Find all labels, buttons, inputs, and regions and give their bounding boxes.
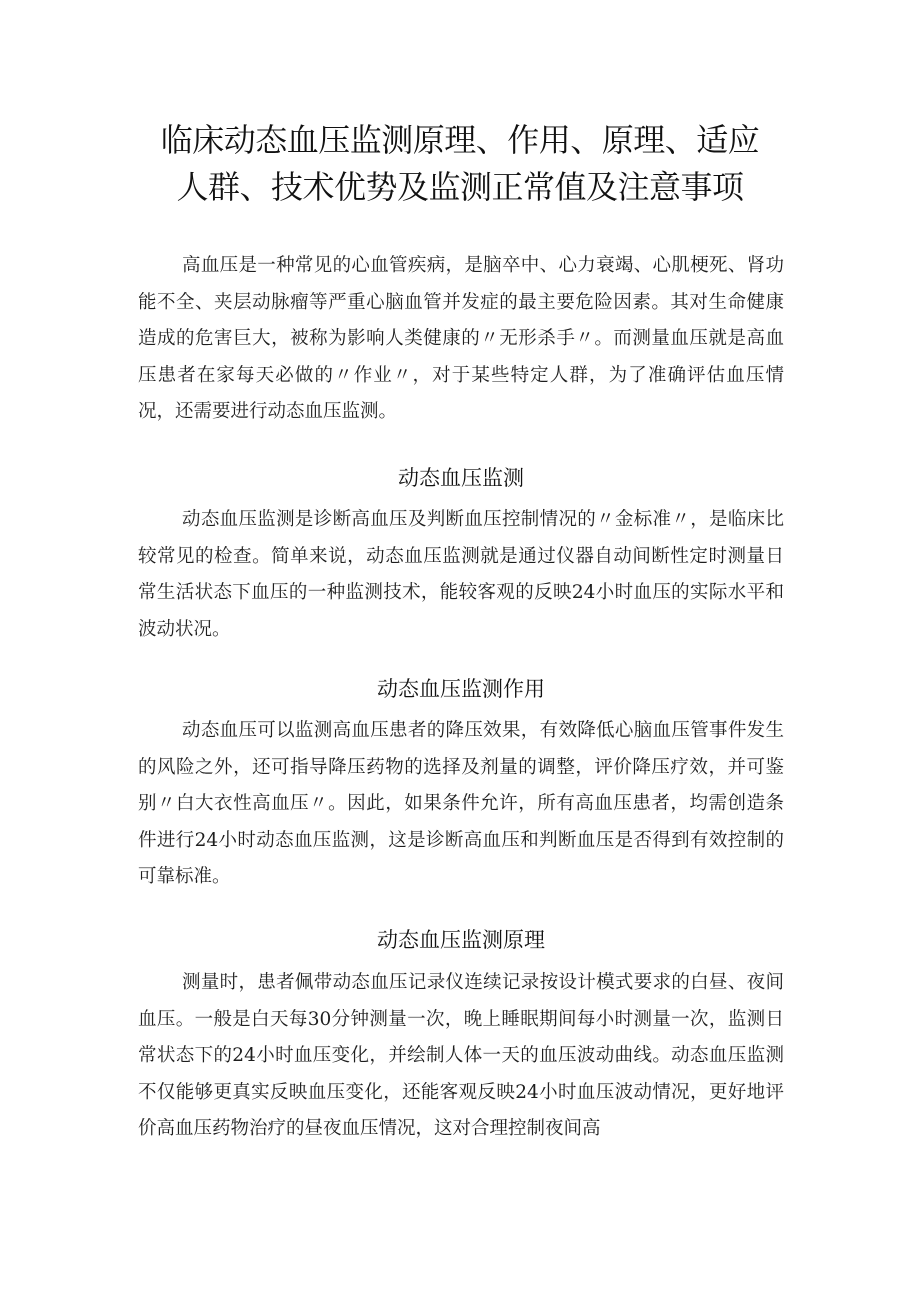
section-body-function: 动态血压可以监测高血压患者的降压效果，有效降低心脑血压管事件发生的风险之外，还可指导降压药物的选择及剂量的调整，评价降压疗效，并可鉴别〃白大衣性高血压〃。因此，如果条件允许，所有高血压患者，均需创造条件进行24小时动态血压监测，这是诊断高血压和判断血压是否得到有效控制的可靠标准。 xyxy=(138,720,784,887)
section-body-monitoring: 动态血压监测是诊断高血压及判断血压控制情况的〃金标准〃，是临床比较常见的检查。简单来说，动态血压监测就是通过仪器自动间断性定时测量日常生活状态下血压的一种监测技术，能较客观的反映24小时血压的实际水平和波动状况。 xyxy=(138,509,784,640)
document-title-line-1: 临床动态血压监测原理、作用、原理、适应 xyxy=(160,121,760,159)
document-title xyxy=(140,117,780,211)
document-title-line-2: 人群、技术优势及监测正常值及注意事项 xyxy=(176,168,744,206)
section-body-principle: 测量时，患者佩带动态血压记录仪连续记录按设计模式要求的白昼、夜间血压。一般是白天每30分钟测量一次，晚上睡眠期间每小时测量一次，监测日常状态下的24小时血压变化，并绘制人体一天的血压波动曲线。动态血压监测不仅能够更真实反映血压变化，还能客观反映24小时血压波动情况，更好地评价高血压药物治疗的昼夜血压情况，这对合理控制夜间高 xyxy=(138,972,784,1139)
section-heading-monitoring: 动态血压监测 xyxy=(398,466,524,490)
section-heading-principle: 动态血压监测原理 xyxy=(377,928,545,952)
intro-paragraph: 高血压是一种常见的心血管疾病，是脑卒中、心力衰竭、心肌梗死、肾功能不全、夹层动脉瘤等严重心脑血管并发症的最主要危险因素。其对生命健康造成的危害巨大，被称为影响人类健康的〃无形杀手〃。而测量血压就是高血压患者在家每天必做的〃作业〃，对于某些特定人群，为了准确评估血压情况，还需要进行动态血压监测。 xyxy=(138,255,784,422)
section-heading-function: 动态血压监测作用 xyxy=(377,677,545,701)
